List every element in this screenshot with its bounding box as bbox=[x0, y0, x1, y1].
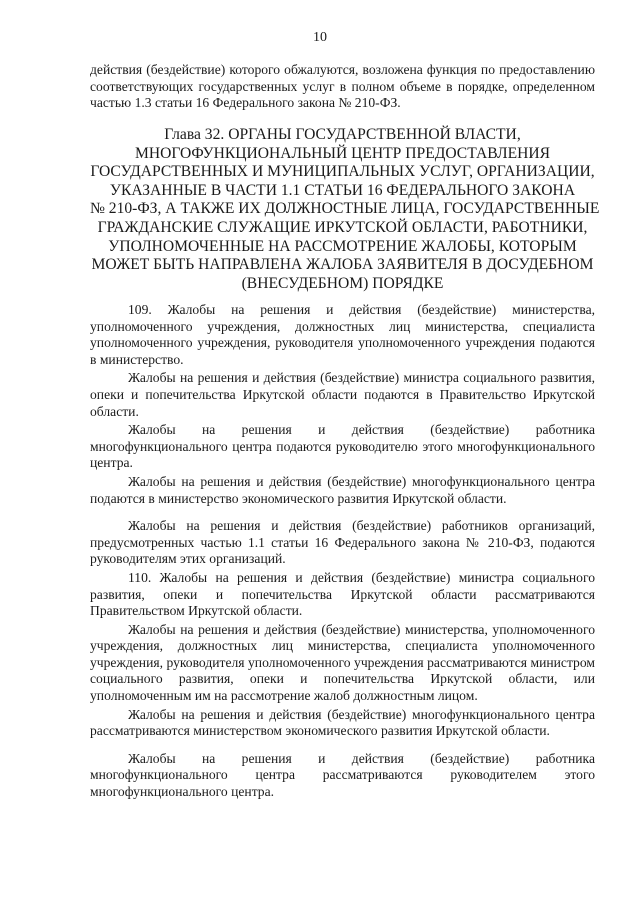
chapter-heading bbox=[90, 126, 600, 293]
body-text bbox=[90, 302, 595, 801]
paragraph: Жалобы на решения и действия (бездействие) работника многофункционального центра подаются руководителю этого многофункционального центра. bbox=[90, 422, 595, 471]
page-number: 10 bbox=[313, 30, 327, 45]
heading-line: Глава 32. ОРГАНЫ ГОСУДАРСТВЕННОЙ ВЛАСТИ, bbox=[164, 126, 521, 143]
paragraph: Жалобы на решения и действия (бездействие) многофункционального центра рассматриваются министерством экономического развития Иркутской области. bbox=[90, 706, 595, 739]
paragraph: Жалобы на решения и действия (бездействие) многофункционального центра подаются в министерство экономического развития Иркутской области. bbox=[90, 473, 595, 506]
heading-line: УПОЛНОМОЧЕННЫЕ НА РАССМОТРЕНИЕ ЖАЛОБЫ, КОТОРЫМ bbox=[108, 237, 577, 255]
heading-line: МОЖЕТ БЫТЬ НАПРАВЛЕНА ЖАЛОБА ЗАЯВИТЕЛЯ В ДОСУДЕБНОМ bbox=[91, 256, 594, 274]
paragraph-109: 109. Жалобы на решения и действия (бездействие) министерства, уполномоченного учреждения, должностных лиц министерства, специалиста уполномоченного учреждения, руководителя уполномоченного учреждения подаются в министерство. bbox=[90, 302, 595, 367]
intro-paragraph: действия (бездействие) которого обжалуются, возложена функция по предоставлению соответствующих государственных услуг в полном объеме в порядке, определенном частью 1.3 статьи 16 Федерального закона № 210-ФЗ. bbox=[90, 62, 595, 111]
heading-line: УКАЗАННЫЕ В ЧАСТИ 1.1 СТАТЬИ 16 ФЕДЕРАЛЬНОГО ЗАКОНА bbox=[109, 181, 576, 199]
heading-line: (ВНЕСУДЕБНОМ) ПОРЯДКЕ bbox=[241, 274, 444, 292]
paragraph: Жалобы на решения и действия (бездействие) работников организаций, предусмотренных частью 1.1 статьи 16 Федерального закона № 210-ФЗ, подаются руководителям этих организаций. bbox=[90, 518, 595, 567]
paragraph: Жалобы на решения и действия (бездействие) работника многофункционального центра рассматриваются руководителем этого многофункционального центра. bbox=[90, 750, 595, 800]
paragraph: Жалобы на решения и действия (бездействие) министерства, уполномоченного учреждения, должностных лиц министерства, специалиста уполномоченного учреждения, руководителя уполномоченного учреждения рассматриваются министром социального развития, опеки и попечительства Иркутской области, или уполномоченным им на рассмотрение жалоб должностным лицом. bbox=[90, 621, 595, 704]
heading-line: МНОГОФУНКЦИОНАЛЬНЫЙ ЦЕНТР ПРЕДОСТАВЛЕНИЯ bbox=[134, 144, 551, 162]
heading-line: № 210-ФЗ, А ТАКЖЕ ИХ ДОЛЖНОСТНЫЕ ЛИЦА, ГОСУДАРСТВЕННЫЕ bbox=[90, 200, 600, 218]
heading-line: ГРАЖДАНСКИЕ СЛУЖАЩИЕ ИРКУТСКОЙ ОБЛАСТИ, РАБОТНИКИ, bbox=[97, 218, 588, 236]
paragraph-110: 110. Жалобы на решения и действия (бездействие) министра социального развития, опеки и попечительства Иркутской области рассматриваются Правительством Иркутской области. bbox=[90, 569, 595, 619]
paragraph: Жалобы на решения и действия (бездействие) министра социального развития, опеки и попечительства Иркутской области подаются в Правительство Иркутской области. bbox=[90, 370, 595, 419]
heading-line: ГОСУДАРСТВЕННЫХ И МУНИЦИПАЛЬНЫХ УСЛУГ, ОРГАНИЗАЦИИ, bbox=[90, 163, 595, 181]
